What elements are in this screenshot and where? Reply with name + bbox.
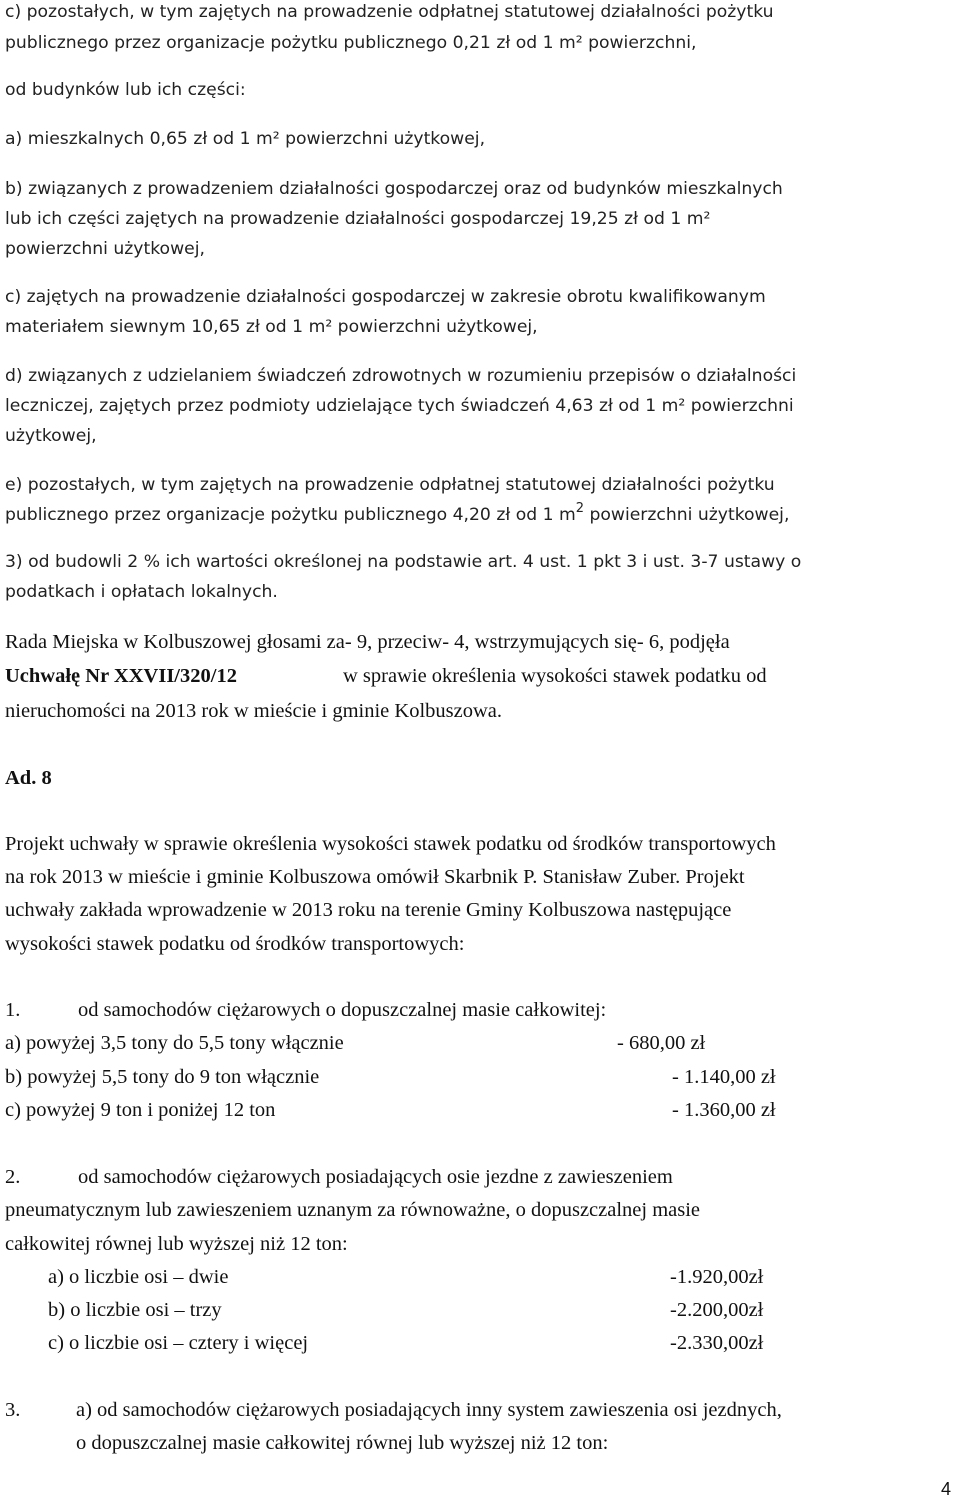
rate-amount: -1.920,00zł (670, 1266, 764, 1288)
list-item (5, 503, 789, 527)
list-item: materiałem siewnym 10,65 zł od 1 m² powierzchni użytkowej, (5, 317, 538, 337)
text-segment: powierzchni użytkowej, (584, 505, 790, 525)
text-segment: publicznego przez organizacje pożytku publicznego 4,20 zł od 1 m (5, 505, 576, 525)
rate-label: b) o liczbie osi – trzy (48, 1299, 222, 1321)
list-item: a) mieszkalnych 0,65 zł od 1 m² powierzchni użytkowej, (5, 129, 486, 149)
rate-label: a) o liczbie osi – dwie (48, 1266, 229, 1288)
list-number: 3. (5, 1399, 21, 1421)
text-segment: w sprawie określenia wysokości stawek podatku od (343, 665, 767, 687)
list-item: d) związanych z udzielaniem świadczeń zdrowotnych w rozumieniu przepisów o działalności (5, 366, 797, 386)
text-segment: Rada Miejska w Kolbuszowej głosami za- 9, przeciw- 4, wstrzymujących się- 6, podjęła (5, 631, 730, 653)
list-number: 1. (5, 999, 21, 1021)
list-item: powierzchni użytkowej, (5, 239, 205, 259)
paragraph-line: wysokości stawek podatku od środków transportowych: (5, 933, 465, 955)
paragraph-line: pneumatycznym lub zawieszeniem uznanym za równoważne, o dopuszczalnej masie (5, 1199, 701, 1221)
paragraph-line: o dopuszczalnej masie całkowitej równej lub wyższej niż 12 ton: (76, 1432, 609, 1454)
rate-label: b) powyżej 5,5 tony do 9 ton włącznie (5, 1066, 320, 1088)
paragraph-line: na rok 2013 w mieście i gminie Kolbuszowa omówił Skarbnik P. Stanisław Zuber. Projekt (5, 866, 745, 888)
list-number: 2. (5, 1166, 21, 1188)
list-heading (78, 1165, 955, 1189)
section-heading: Ad. 8 (5, 767, 52, 789)
list-heading: od samochodów ciężarowych o dopuszczalnej masie całkowitej: (78, 999, 607, 1021)
page-number: 4 (940, 1479, 951, 1499)
superscript: 2 (575, 501, 585, 517)
paragraph-line: c) pozostałych, w tym zajętych na prowadzenie odpłatnej statutowej działalności pożytku (5, 2, 774, 22)
rate-amount: - 1.140,00 zł (672, 1066, 776, 1088)
rate-amount: -2.200,00zł (670, 1299, 764, 1321)
list-heading: a) od samochodów ciężarowych posiadających inny system zawieszenia osi jezdnych, (76, 1399, 782, 1421)
paragraph-line: uchwały zakłada wprowadzenie w 2013 roku na terenie Gminy Kolbuszowa następujące (5, 899, 732, 921)
paragraph-line (5, 630, 955, 654)
list-item: użytkowej, (5, 426, 97, 446)
paragraph-line (5, 664, 955, 688)
paragraph-line: podatkach i opłatach lokalnych. (5, 582, 278, 602)
paragraph-line: od budynków lub ich części: (5, 80, 246, 100)
rate-amount: - 680,00 zł (617, 1032, 706, 1054)
rate-label: c) powyżej 9 ton i poniżej 12 ton (5, 1099, 276, 1121)
paragraph-line: nieruchomości na 2013 rok w mieście i gminie Kolbuszowa. (5, 700, 503, 722)
list-item: c) zajętych na prowadzenie działalności gospodarczej w zakresie obrotu kwalifikowanym (5, 287, 766, 307)
list-item: leczniczej, zajętych przez podmioty udzielające tych świadczeń 4,63 zł od 1 m² powierzchni (5, 396, 794, 416)
paragraph-line: 3) od budowli 2 % ich wartości określonej na podstawie art. 4 ust. 1 pkt 3 i ust. 3-7 ustawy o (5, 552, 802, 572)
list-item: e) pozostałych, w tym zajętych na prowadzenie odpłatnej statutowej działalności pożytku (5, 475, 775, 495)
rate-label: c) o liczbie osi – cztery i więcej (48, 1332, 309, 1354)
list-item: b) związanych z prowadzeniem działalności gospodarczej oraz od budynków mieszkalnych (5, 179, 783, 199)
paragraph-line: Projekt uchwały w sprawie określenia wysokości stawek podatku od środków transportowych (5, 833, 776, 855)
text-segment: od samochodów ciężarowych posiadających osie jezdne z zawieszeniem (78, 1166, 673, 1188)
rate-amount: - 1.360,00 zł (672, 1099, 776, 1121)
rate-amount: -2.330,00zł (670, 1332, 764, 1354)
rate-label: a) powyżej 3,5 tony do 5,5 tony włącznie (5, 1032, 344, 1054)
list-item: lub ich części zajętych na prowadzenie działalności gospodarczej 19,25 zł od 1 m² (5, 209, 711, 229)
resolution-number: Uchwałę Nr XXVII/320/12 (5, 665, 237, 687)
paragraph-line: całkowitej równej lub wyższej niż 12 ton: (5, 1233, 348, 1255)
paragraph-line: publicznego przez organizacje pożytku publicznego 0,21 zł od 1 m² powierzchni, (5, 33, 697, 53)
